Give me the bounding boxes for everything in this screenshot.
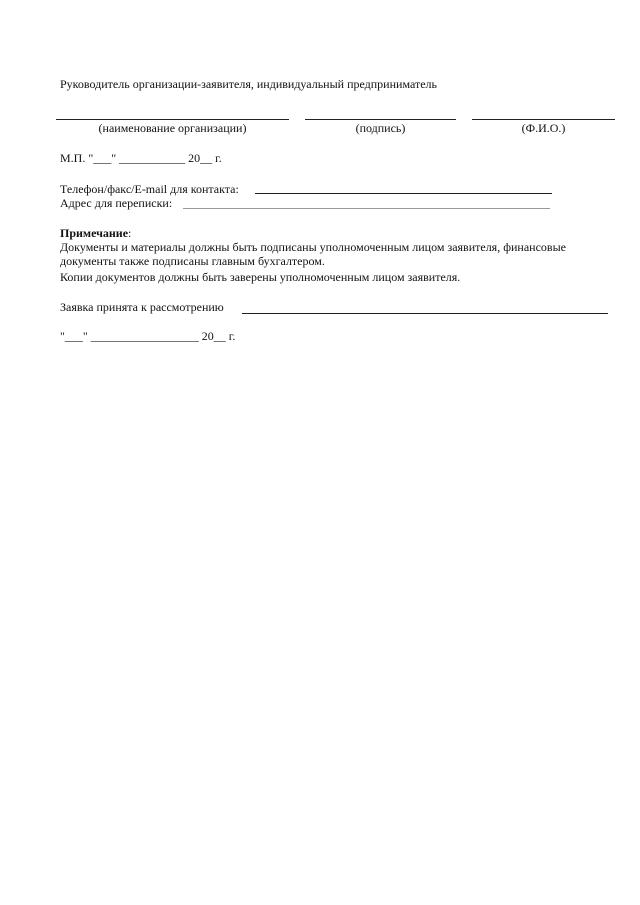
note-line-2: документы также подписаны главным бухгалтером. (60, 254, 325, 268)
signature-caption: (подпись) (355, 121, 406, 135)
note-title-row (60, 226, 131, 240)
address-label: Адрес для переписки: (60, 196, 173, 210)
acceptance-field-line (242, 313, 608, 314)
address-field-line (183, 208, 550, 209)
org-name-line (56, 119, 289, 120)
note-title: Примечание (60, 226, 129, 240)
org-name-caption: (наименование организации) (98, 121, 247, 135)
fio-line (472, 119, 615, 120)
acceptance-label: Заявка принята к рассмотрению (60, 300, 224, 314)
note-line-3: Копии документов должны быть заверены уполномоченным лицом заявителя. (60, 270, 461, 284)
note-title-colon: : (128, 226, 132, 240)
acceptance-date-line: "___" __________________ 20__ г. (60, 329, 236, 343)
note-line-1: Документы и материалы должны быть подписаны уполномоченным лицом заявителя, финансовые (60, 240, 566, 254)
phone-field-line (255, 193, 552, 194)
stamp-date-line: М.П. "___" ___________ 20__ г. (60, 151, 222, 165)
director-line: Руководитель организации-заявителя, индивидуальный предприниматель (60, 77, 438, 91)
signature-line (305, 119, 456, 120)
phone-label: Телефон/факс/E-mail для контакта: (60, 182, 239, 196)
fio-caption: (Ф.И.О.) (521, 121, 566, 135)
